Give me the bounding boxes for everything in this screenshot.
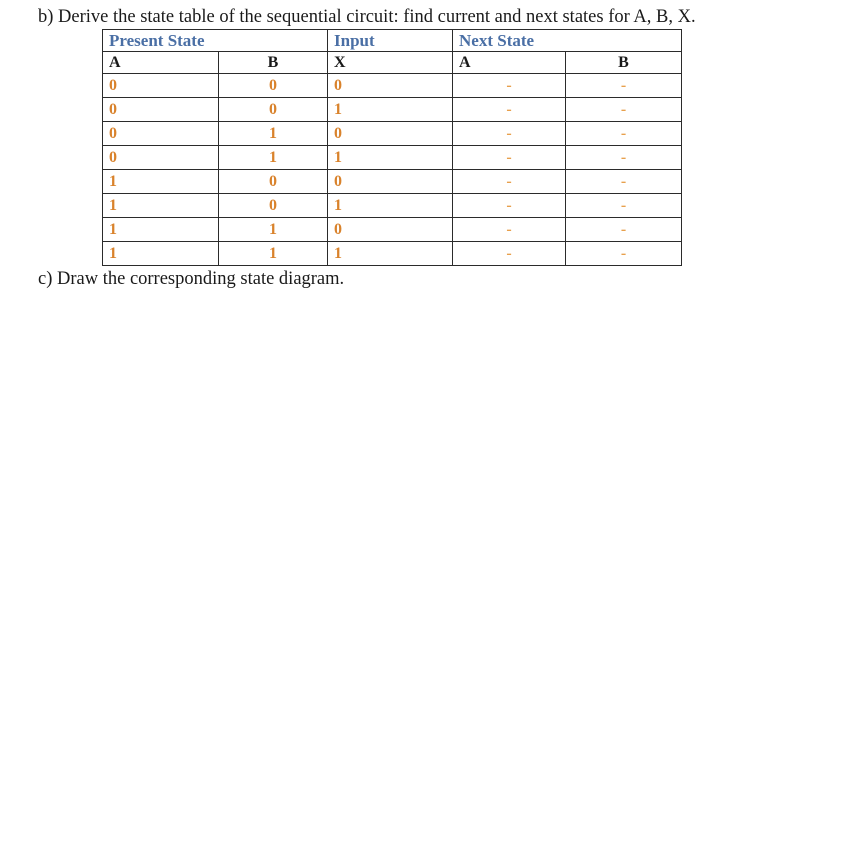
- state-table: [102, 29, 682, 266]
- present-a-cell: 1: [103, 170, 219, 194]
- table-row: [103, 218, 682, 242]
- present-a-cell: 0: [103, 74, 219, 98]
- present-b-cell: 0: [219, 74, 328, 98]
- table-row: [103, 122, 682, 146]
- table-row: [103, 74, 682, 98]
- table-row: [103, 98, 682, 122]
- question-b-text: b) Derive the state table of the sequential circuit: find current and next states for A, B, X.: [38, 7, 696, 27]
- next-a-cell: -: [453, 242, 566, 266]
- input-x-cell: 0: [328, 218, 453, 242]
- table-row: [103, 194, 682, 218]
- present-b-cell: 0: [219, 170, 328, 194]
- column-header-row: [103, 52, 682, 74]
- input-header: Input: [328, 30, 453, 52]
- next-b-cell: -: [566, 74, 682, 98]
- question-c-text: c) Draw the corresponding state diagram.: [38, 269, 345, 289]
- group-header-row: [103, 30, 682, 52]
- column-header-input-x: X: [328, 52, 453, 74]
- next-a-cell: -: [453, 146, 566, 170]
- table-row: [103, 146, 682, 170]
- present-b-cell: 1: [219, 146, 328, 170]
- input-x-cell: 1: [328, 242, 453, 266]
- next-a-cell: -: [453, 122, 566, 146]
- input-x-cell: 0: [328, 122, 453, 146]
- state-rows: [103, 74, 682, 266]
- next-b-cell: -: [566, 146, 682, 170]
- present-a-cell: 1: [103, 194, 219, 218]
- input-x-cell: 1: [328, 98, 453, 122]
- column-header-present-b: B: [219, 52, 328, 74]
- input-x-cell: 0: [328, 170, 453, 194]
- present-a-cell: 0: [103, 98, 219, 122]
- table-row: [103, 170, 682, 194]
- next-a-cell: -: [453, 74, 566, 98]
- next-b-cell: -: [566, 170, 682, 194]
- present-b-cell: 0: [219, 194, 328, 218]
- present-a-cell: 0: [103, 146, 219, 170]
- table-row: [103, 242, 682, 266]
- next-b-cell: -: [566, 98, 682, 122]
- input-x-cell: 1: [328, 146, 453, 170]
- next-b-cell: -: [566, 218, 682, 242]
- next-a-cell: -: [453, 218, 566, 242]
- present-b-cell: 1: [219, 218, 328, 242]
- present-b-cell: 1: [219, 122, 328, 146]
- present-state-header: Present State: [103, 30, 328, 52]
- present-b-cell: 0: [219, 98, 328, 122]
- next-a-cell: -: [453, 194, 566, 218]
- next-a-cell: -: [453, 98, 566, 122]
- next-b-cell: -: [566, 194, 682, 218]
- next-state-header: Next State: [453, 30, 682, 52]
- present-a-cell: 1: [103, 242, 219, 266]
- next-a-cell: -: [453, 170, 566, 194]
- present-a-cell: 0: [103, 122, 219, 146]
- present-b-cell: 1: [219, 242, 328, 266]
- next-b-cell: -: [566, 122, 682, 146]
- input-x-cell: 1: [328, 194, 453, 218]
- next-b-cell: -: [566, 242, 682, 266]
- input-x-cell: 0: [328, 74, 453, 98]
- column-header-present-a: A: [103, 52, 219, 74]
- column-header-next-b: B: [566, 52, 682, 74]
- present-a-cell: 1: [103, 218, 219, 242]
- column-header-next-a: A: [453, 52, 566, 74]
